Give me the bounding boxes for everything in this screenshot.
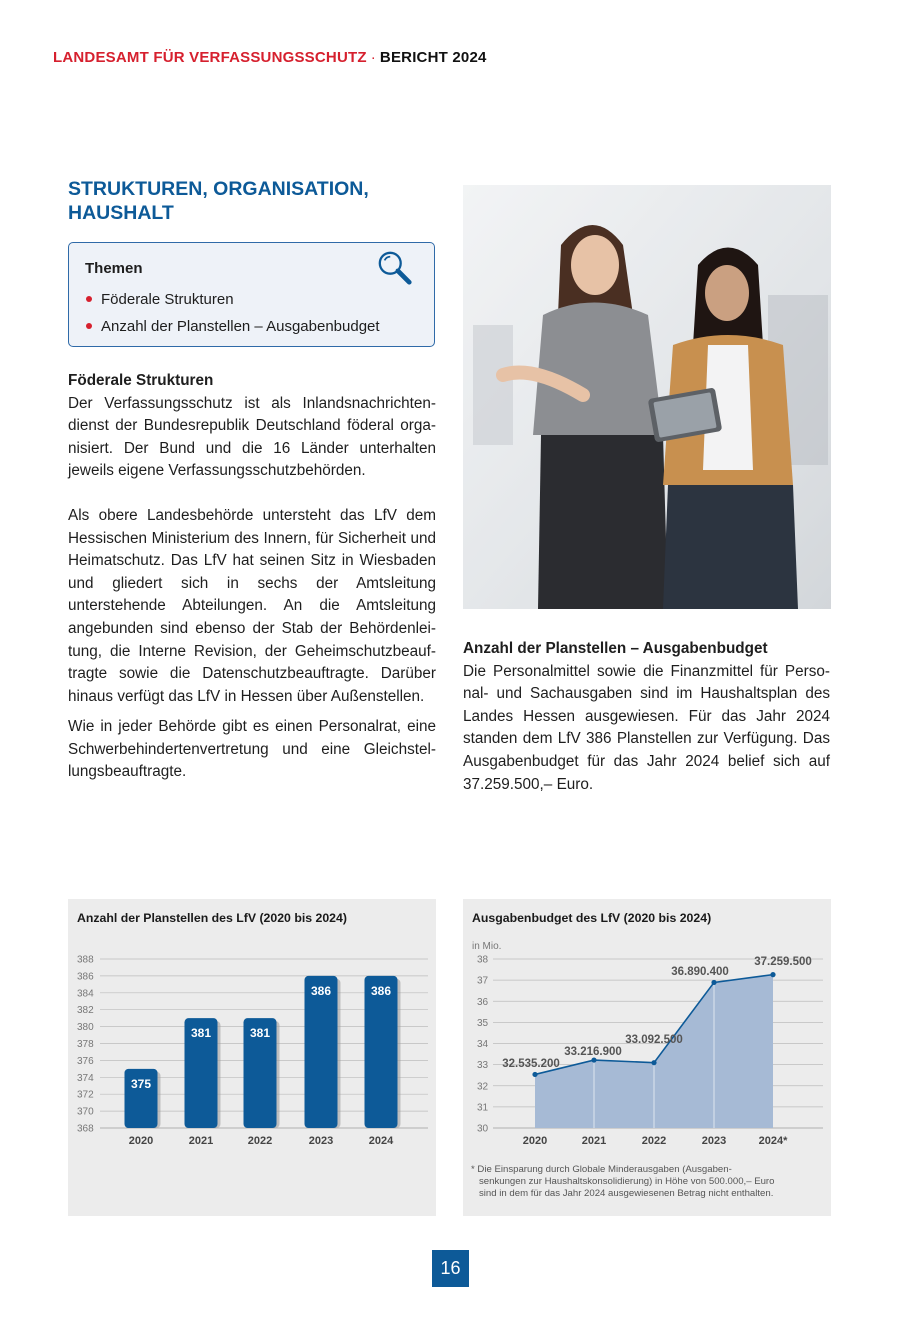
y-tick-label: 372	[77, 1089, 94, 1101]
header-separator: ·	[370, 49, 376, 66]
page-number: 16	[432, 1250, 469, 1287]
bar	[365, 976, 398, 1128]
budget-heading: Anzahl der Planstellen – Ausgabenbudget	[463, 640, 768, 657]
magnifier-icon	[376, 249, 414, 287]
budget-section	[463, 638, 830, 796]
y-tick-label: 31	[477, 1102, 489, 1114]
data-value-label: 37.259.500	[754, 956, 812, 968]
budget-footnote	[471, 1164, 821, 1201]
y-tick-label: 376	[77, 1055, 94, 1067]
foederal-heading: Föderale Strukturen	[68, 372, 214, 389]
data-point	[711, 980, 716, 985]
topic-item: Föderale Strukturen	[85, 286, 380, 313]
y-tick-label: 35	[477, 1017, 489, 1029]
y-tick-label: 38	[477, 954, 489, 966]
planstellen-bar-chart	[68, 899, 436, 1216]
planstellen-chart-title: Anzahl der Planstellen des LfV (2020 bis 2024)	[77, 911, 347, 925]
bar-value-label: 381	[190, 1026, 212, 1041]
y-tick-label: 380	[77, 1022, 94, 1034]
x-tick-label: 2023	[308, 1135, 334, 1147]
header-report: BERICHT 2024	[379, 49, 487, 66]
y-tick-label: 30	[477, 1123, 489, 1135]
data-point	[591, 1057, 596, 1062]
budget-paragraph: Die Personalmittel sowie die Finanzmittel für Personal- und Sachausgaben sind im Haushaltsplan des Landes Hessen ausgewiesen. Für das Jahr 2024 standen dem LfV 386 Planstellen zur Verfügung. Das Ausgabenbudget für das Jahr 2024 belief sich auf 37.259.500,– Euro.	[463, 662, 830, 793]
y-tick-label: 388	[77, 954, 94, 966]
y-tick-label: 37	[477, 975, 489, 987]
foederal-paragraph-3: Wie in jeder Behörde gibt es einen Personalrat, eine Schwerbehindertenvertretung und eine Gleichstellungsbeauftragte.	[68, 718, 436, 781]
bar-value-label: 381	[249, 1026, 271, 1041]
bar	[305, 976, 338, 1128]
bar-value-label: 375	[130, 1076, 152, 1091]
section-title-line1: STRUKTUREN, ORGANISATION,	[68, 178, 369, 200]
x-tick-label: 2024	[368, 1135, 394, 1147]
x-tick-label: 2024*	[758, 1135, 788, 1147]
topics-title: Themen	[85, 260, 143, 277]
footnote-line: sind in dem für das Jahr 2024 ausgewiesenen Betrag nicht enthalten.	[479, 1188, 774, 1200]
y-axis-unit: in Mio.	[472, 941, 502, 952]
foederal-paragraph-1: Der Verfassungsschutz ist als Inlandsnachrichtendienst der Bundesrepublik Deutschland föderal organisiert. Der Bund und die 16 Länder unterhalten jeweils eigene Verfassungsschutzbehörden.	[68, 394, 436, 480]
planstellen-chart-panel	[68, 899, 436, 1216]
section-title-line2: HAUSHALT	[68, 202, 174, 224]
budget-chart-panel	[463, 899, 831, 1216]
y-tick-label: 382	[77, 1005, 94, 1017]
running-header	[53, 49, 487, 66]
data-point	[651, 1060, 656, 1065]
header-org: LANDESAMT FÜR VERFASSUNGSSCHUTZ	[53, 49, 367, 66]
foederal-paragraph-3-block	[68, 716, 436, 784]
x-tick-label: 2020	[522, 1135, 548, 1147]
data-point	[532, 1072, 537, 1077]
y-tick-label: 374	[77, 1072, 94, 1084]
topics-box	[68, 242, 435, 347]
data-value-label: 32.535.200	[502, 1058, 560, 1070]
y-tick-label: 386	[77, 971, 94, 983]
foederal-paragraph-2-block	[68, 505, 436, 708]
y-tick-label: 368	[77, 1123, 94, 1135]
data-point	[770, 972, 775, 977]
data-value-label: 33.216.900	[564, 1046, 622, 1058]
photo-two-women-with-tablet	[463, 185, 831, 609]
footnote-line: senkungen zur Haushaltskonsolidierung) in Höhe von 500.000,– Euro	[479, 1176, 775, 1188]
y-tick-label: 370	[77, 1106, 94, 1118]
y-tick-label: 384	[77, 988, 94, 1000]
x-tick-label: 2021	[188, 1135, 214, 1147]
topic-item: Anzahl der Planstellen – Ausgabenbudget	[85, 313, 380, 340]
x-tick-label: 2023	[701, 1135, 727, 1147]
footnote-line: * Die Einsparung durch Globale Minderausgaben (Ausgaben-	[471, 1164, 732, 1175]
y-tick-label: 33	[477, 1060, 489, 1072]
data-value-label: 33.092.500	[625, 1034, 683, 1046]
x-tick-label: 2020	[128, 1135, 154, 1147]
bar-value-label: 386	[310, 983, 332, 998]
foederal-section	[68, 370, 436, 483]
x-tick-label: 2022	[641, 1135, 667, 1147]
y-tick-label: 34	[477, 1039, 489, 1050]
topics-list	[85, 286, 380, 340]
y-tick-label: 32	[477, 1081, 489, 1093]
x-tick-label: 2021	[581, 1135, 607, 1147]
bar-value-label: 386	[370, 983, 392, 998]
section-title	[68, 177, 438, 225]
data-value-label: 36.890.400	[671, 966, 729, 978]
y-tick-label: 36	[477, 996, 489, 1008]
x-tick-label: 2022	[247, 1135, 273, 1147]
y-tick-label: 378	[77, 1039, 94, 1050]
foederal-paragraph-2: Als obere Landesbehörde untersteht das LfV dem Hessischen Ministerium des Innern, für Sicherheit und Heimatschutz. Das LfV hat seinen Sitz in Wiesbaden und gliedert sich in sechs der Amtsleitung unterstehende Abteilungen. An die Amtsleitung angebunden sind ebenso der Stab der Behördenleitung, die Interne Revision, der Geheimschutzbeauftragte sowie die Datenschutzbeauftragte. Darüber hinaus verfügt das LfV in Hessen über Außenstellen.	[68, 507, 436, 705]
budget-chart-title: Ausgabenbudget des LfV (2020 bis 2024)	[472, 911, 712, 925]
